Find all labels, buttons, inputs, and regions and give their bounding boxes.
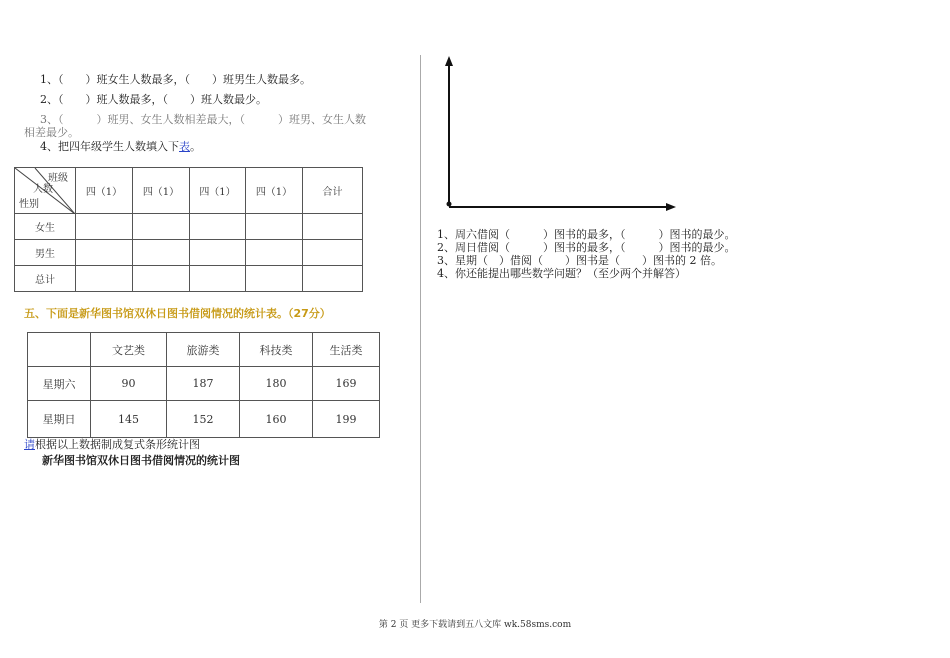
corner-cell	[28, 333, 91, 367]
student-count-table	[14, 167, 363, 292]
question-4-link[interactable]: 表	[179, 140, 190, 153]
instruction	[24, 438, 200, 452]
table-row	[28, 401, 380, 438]
question-4-text: 4、把四年级学生人数填入下	[40, 140, 179, 153]
table-cell[interactable]	[303, 214, 363, 240]
col-header: 旅游类	[167, 333, 240, 367]
library-borrowing-table	[27, 332, 380, 438]
table-row	[28, 367, 380, 401]
table-cell: 152	[167, 401, 240, 438]
instruction-link[interactable]: 请	[24, 438, 35, 451]
chart-title: 新华图书馆双休日图书借阅情况的统计图	[42, 454, 240, 467]
right-question-3: 3、星期（ ）借阅（ ）图书是（ ）图书的 2 倍。	[437, 254, 722, 267]
question-3-cont: 相差最少。	[24, 126, 79, 139]
y-axis-arrow	[445, 56, 453, 66]
row-header: 男生	[15, 240, 76, 266]
table-cell[interactable]	[76, 240, 133, 266]
table-cell: 180	[240, 367, 313, 401]
table-cell[interactable]	[303, 266, 363, 292]
table-cell[interactable]	[190, 214, 246, 240]
instruction-text: 根据以上数据制成复式条形统计图	[35, 438, 200, 451]
col-header: 四（1）	[190, 168, 246, 214]
row-header: 星期六	[28, 367, 91, 401]
question-4	[40, 140, 201, 154]
right-question-1: 1、周六借阅（ ）图书的最多，（ ）图书的最少。	[437, 228, 736, 241]
table-cell: 145	[91, 401, 167, 438]
col-header: 四（1）	[246, 168, 303, 214]
diagonal-header-cell	[15, 168, 76, 214]
col-header: 四（1）	[76, 168, 133, 214]
right-question-4: 4、你还能提出哪些数学问题？（至少两个并解答）	[437, 267, 686, 280]
col-header: 四（1）	[133, 168, 190, 214]
table-cell: 160	[240, 401, 313, 438]
page-divider	[420, 55, 421, 603]
origin-dot	[447, 202, 452, 207]
col-header: 文艺类	[91, 333, 167, 367]
table-cell[interactable]	[246, 214, 303, 240]
section-5-title: 五、下面是新华图书馆双休日图书借阅情况的统计表。（27分）	[24, 307, 331, 320]
table-cell[interactable]	[190, 240, 246, 266]
question-2: 2、（ ）班人数最多，（ ）班人数最少。	[40, 93, 267, 106]
row-header: 女生	[15, 214, 76, 240]
right-question-2: 2、周日借阅（ ）图书的最多，（ ）图书的最少。	[437, 241, 736, 254]
table-cell[interactable]	[303, 240, 363, 266]
question-1: 1、（ ）班女生人数最多，（ ）班男生人数最多。	[40, 73, 311, 86]
table-cell[interactable]	[133, 240, 190, 266]
table-cell[interactable]	[190, 266, 246, 292]
col-header: 科技类	[240, 333, 313, 367]
table-cell: 90	[91, 367, 167, 401]
table-cell[interactable]	[76, 214, 133, 240]
table-cell: 187	[167, 367, 240, 401]
col-header: 合计	[303, 168, 363, 214]
col-header: 生活类	[313, 333, 380, 367]
table-cell[interactable]	[133, 214, 190, 240]
row-header: 星期日	[28, 401, 91, 438]
question-4-end: 。	[190, 140, 201, 153]
blank-chart-axes	[440, 50, 685, 215]
question-3: 3、（ ）班男、女生人数相差最大，（ ）班男、女生人数	[40, 113, 366, 126]
header-class: 班级	[48, 173, 68, 184]
table-cell[interactable]	[246, 240, 303, 266]
table-cell: 169	[313, 367, 380, 401]
table-cell[interactable]	[133, 266, 190, 292]
table-cell: 199	[313, 401, 380, 438]
row-header: 总计	[15, 266, 76, 292]
header-count: 人数	[33, 184, 53, 195]
table-cell[interactable]	[76, 266, 133, 292]
header-gender: 性别	[19, 199, 39, 210]
table-cell[interactable]	[246, 266, 303, 292]
x-axis-arrow	[666, 203, 676, 211]
page-footer: 第 2 页 更多下载请到五八文库 wk.58sms.com	[378, 620, 572, 630]
